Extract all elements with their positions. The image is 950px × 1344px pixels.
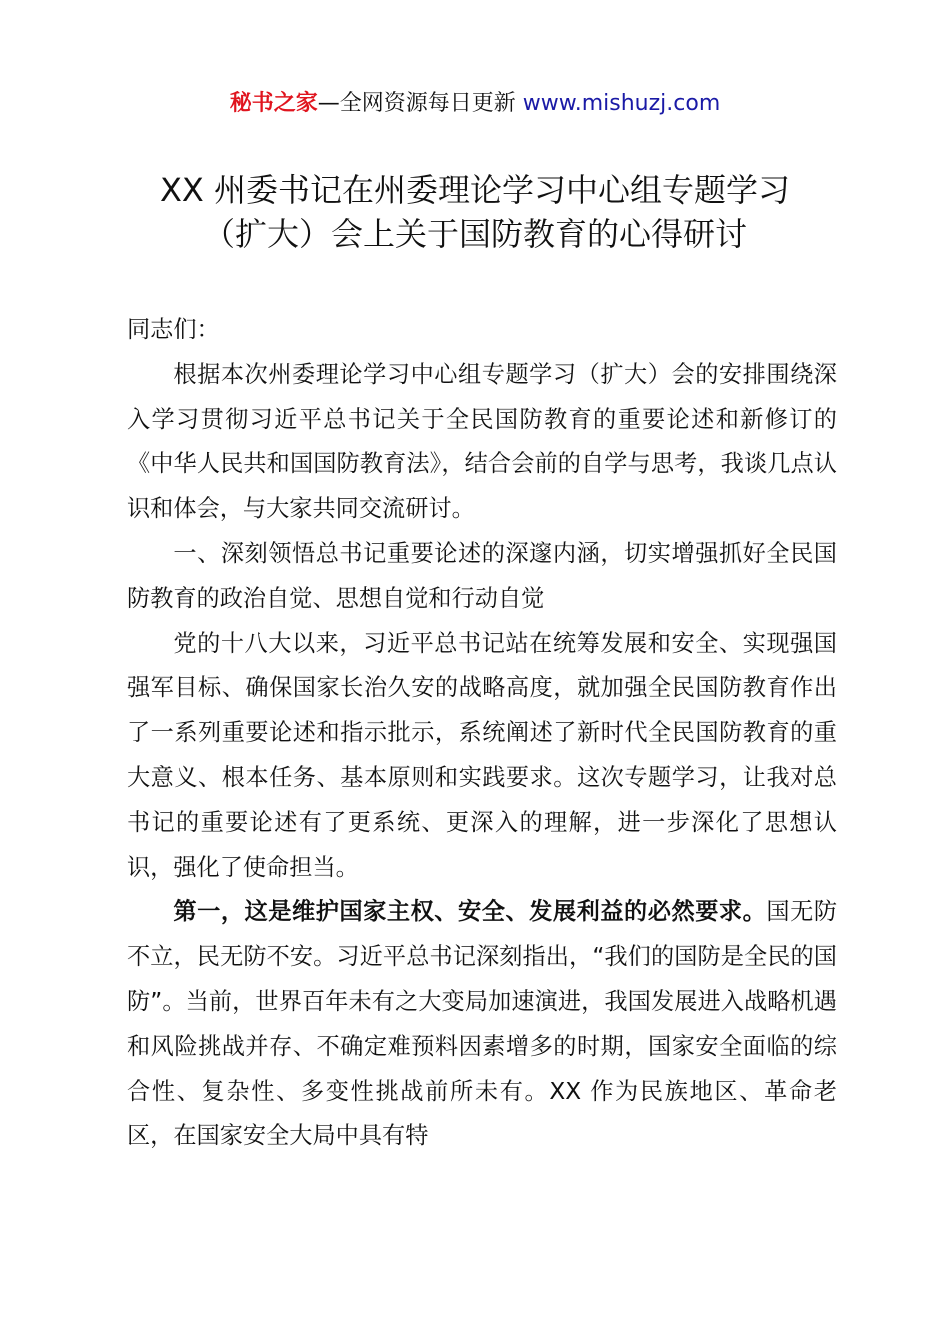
paragraph-background: 党的十八大以来，习近平总书记站在统筹发展和安全、实现强国强军目标、确保国家长治久安的战略高度，就加强全民国防教育作出了一系列重要论述和指示批示，系统阐述了新时代全民国防教育的重大意义、根本任务、基本原则和实践要求。这次专题学习，让我对总书记的重要论述有了更系统、更深入的理解，进一步深化了思想认识，强化了使命担当。	[127, 629, 837, 881]
paragraph-intro: 根据本次州委理论学习中心组专题学习（扩大）会的安排围绕深入学习贯彻习近平总书记关于全民国防教育的重要论述和新修订的《中华人民共和国国防教育法》，结合会前的自学与思考，我谈几点认识和体会，与大家共同交流研讨。	[127, 360, 837, 523]
site-brand: 秘书之家	[229, 91, 318, 116]
paragraph-point-1	[127, 890, 837, 1159]
document-title	[0, 168, 950, 256]
site-url-link[interactable]: www.mishuzj.com	[522, 91, 721, 116]
title-line-1: XX 州委书记在州委理论学习中心组专题学习	[159, 171, 791, 209]
site-slogan: —全网资源每日更新	[317, 91, 523, 116]
point-1-text: 国无防不立，民无防不安。习近平总书记深刻指出，“我们的国防是全民的国防”。当前，世界百年未有之大变局加速演进，我国发展进入战略机遇和风险挑战并存、不确定难预料因素增多的时期，国家安全面临的综合性、复杂性、多变性挑战前所未有。XX 作为民族地区、革命老区，在国家安全大局中具有特	[127, 898, 838, 1150]
section-heading-1: 一、深刻领悟总书记重要论述的深邃内涵，切实增强抓好全民国防教育的政治自觉、思想自觉和行动自觉	[127, 539, 837, 612]
point-1-lead: 第一，这是维护国家主权、安全、发展利益的必然要求。	[173, 898, 767, 926]
document-body	[127, 308, 837, 1159]
salutation: 同志们：	[127, 316, 220, 343]
title-line-2: （扩大）会上关于国防教育的心得研讨	[202, 215, 747, 253]
site-header	[0, 88, 950, 120]
